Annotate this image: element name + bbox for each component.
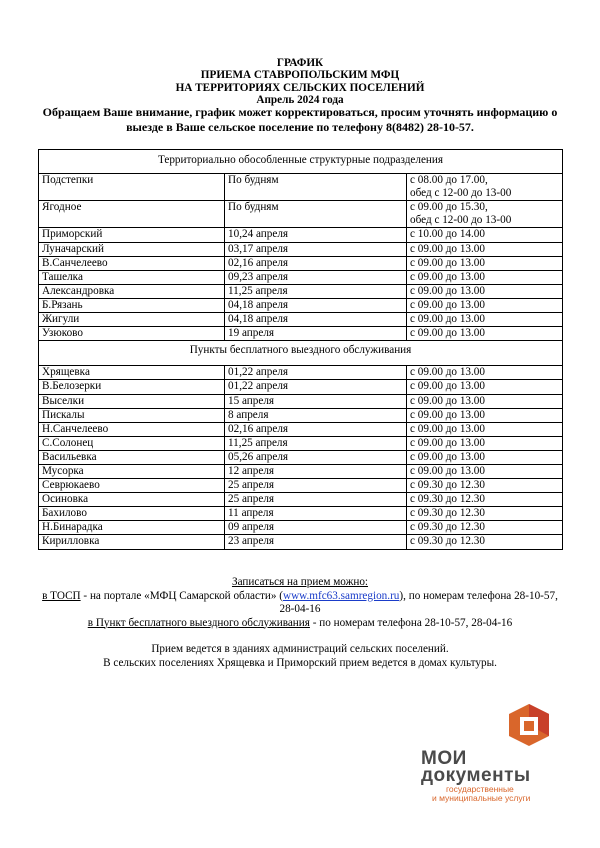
time-cell: с 10.00 до 14.00 bbox=[407, 228, 563, 242]
table-row bbox=[39, 450, 563, 464]
time-cell: с 09.00 до 13.00 bbox=[407, 327, 563, 341]
place-cell: В.Белозерки bbox=[39, 380, 225, 394]
time-cell bbox=[407, 174, 563, 201]
place-cell: Севрюкаево bbox=[39, 479, 225, 493]
tosp-phone-2: 28-04-16 bbox=[279, 603, 321, 615]
table-row bbox=[39, 298, 563, 312]
time-cell: с 09.30 до 12.30 bbox=[407, 535, 563, 549]
time-line: с 09.00 до 15.30, bbox=[410, 201, 488, 214]
date-cell: По будням bbox=[225, 174, 407, 201]
logo-subtitle-2: и муниципальные услуги bbox=[432, 793, 531, 803]
schedule-table bbox=[38, 149, 563, 550]
date-cell: 12 апреля bbox=[225, 464, 407, 478]
place-cell: Луначарский bbox=[39, 242, 225, 256]
date-cell: 04,18 апреля bbox=[225, 313, 407, 327]
date-cell: 02,16 апреля bbox=[225, 256, 407, 270]
logo-mark-icon bbox=[508, 703, 550, 747]
tosp-text-b: ), по номерам телефона 28-10-57, bbox=[399, 589, 558, 602]
place-cell: Пискалы bbox=[39, 408, 225, 422]
place-cell: В.Санчелеево bbox=[39, 256, 225, 270]
spacer bbox=[30, 630, 570, 643]
time-cell: с 09.00 до 13.00 bbox=[407, 422, 563, 436]
time-cell: с 09.30 до 12.30 bbox=[407, 507, 563, 521]
place-cell: Осиновка bbox=[39, 493, 225, 507]
table-row bbox=[39, 201, 563, 228]
date-cell: 23 апреля bbox=[225, 535, 407, 549]
notice-line-1: Обращаем Ваше внимание, график может корректироваться, просим уточнять информацию о bbox=[42, 105, 558, 119]
table-row bbox=[39, 284, 563, 298]
time-cell: с 09.00 до 13.00 bbox=[407, 242, 563, 256]
signup-title: Записаться на прием можно: bbox=[231, 576, 369, 588]
time-cell: с 09.00 до 13.00 bbox=[407, 298, 563, 312]
time-cell: с 09.00 до 13.00 bbox=[407, 436, 563, 450]
place-cell: Ташелка bbox=[39, 270, 225, 284]
portal-link[interactable]: www.mfc63.samregion.ru bbox=[282, 589, 400, 602]
section-title-points: Пункты бесплатного выездного обслуживания bbox=[39, 341, 563, 366]
date-cell: 11,25 апреля bbox=[225, 436, 407, 450]
tosp-text-a: - на портале «МФЦ Самарской области» ( bbox=[80, 589, 283, 602]
note-1: Прием ведется в зданиях администраций сельских поселений. bbox=[151, 643, 449, 655]
table-row bbox=[39, 174, 563, 201]
logo-word-2: документы bbox=[421, 765, 531, 786]
table-row bbox=[39, 394, 563, 408]
table-row bbox=[39, 366, 563, 380]
date-cell: По будням bbox=[225, 201, 407, 228]
time-cell: с 09.00 до 13.00 bbox=[407, 380, 563, 394]
date-cell: 11,25 апреля bbox=[225, 284, 407, 298]
table-row bbox=[39, 313, 563, 327]
date-cell: 05,26 апреля bbox=[225, 450, 407, 464]
time-cell: с 09.30 до 12.30 bbox=[407, 479, 563, 493]
place-cell: Выселки bbox=[39, 394, 225, 408]
point-text: - по номерам телефона 28-10-57, 28-04-16 bbox=[309, 616, 513, 629]
header-title: ГРАФИК bbox=[276, 57, 324, 69]
date-cell: 25 апреля bbox=[225, 493, 407, 507]
lunch-line: обед с 12-00 до 13-00 bbox=[410, 214, 512, 227]
table-row bbox=[39, 493, 563, 507]
date-cell: 15 апреля bbox=[225, 394, 407, 408]
section-title-tosp: Территориально обособленные структурные подразделения bbox=[39, 150, 563, 174]
time-cell: с 09.00 до 13.00 bbox=[407, 366, 563, 380]
table-row bbox=[39, 436, 563, 450]
document-header bbox=[30, 57, 570, 107]
logo-subtitle-1: государственные bbox=[446, 784, 514, 794]
table-row bbox=[39, 464, 563, 478]
table-row bbox=[39, 521, 563, 535]
place-cell: С.Солонец bbox=[39, 436, 225, 450]
place-cell: Хрящевка bbox=[39, 366, 225, 380]
place-cell: Жигули bbox=[39, 313, 225, 327]
place-cell: Б.Рязань bbox=[39, 298, 225, 312]
table-row bbox=[39, 327, 563, 341]
table-row bbox=[39, 479, 563, 493]
time-cell: с 09.30 до 12.30 bbox=[407, 493, 563, 507]
logo-word-1: МОИ bbox=[421, 748, 467, 769]
table-row bbox=[39, 380, 563, 394]
note-2: В сельских поселениях Хрящевка и Приморский прием ведется в домах культуры. bbox=[103, 656, 497, 669]
place-cell: Н.Санчелеево bbox=[39, 422, 225, 436]
table-row bbox=[39, 256, 563, 270]
place-cell: Ягодное bbox=[39, 201, 225, 228]
time-cell: с 09.30 до 12.30 bbox=[407, 521, 563, 535]
date-cell: 03,17 апреля bbox=[225, 242, 407, 256]
place-cell: Кирилловка bbox=[39, 535, 225, 549]
moi-dokumenty-logo bbox=[420, 703, 550, 813]
date-cell: 01,22 апреля bbox=[225, 366, 407, 380]
date-cell: 8 апреля bbox=[225, 408, 407, 422]
table-row bbox=[39, 422, 563, 436]
time-cell: с 09.00 до 13.00 bbox=[407, 256, 563, 270]
time-cell: с 09.00 до 13.00 bbox=[407, 284, 563, 298]
time-cell: с 09.00 до 13.00 bbox=[407, 464, 563, 478]
time-cell: с 09.00 до 13.00 bbox=[407, 313, 563, 327]
place-cell: Бахилово bbox=[39, 507, 225, 521]
footer-info bbox=[30, 576, 570, 670]
time-cell: с 09.00 до 13.00 bbox=[407, 394, 563, 408]
place-cell: Мусорка bbox=[39, 464, 225, 478]
place-cell: Васильевка bbox=[39, 450, 225, 464]
place-cell: Приморский bbox=[39, 228, 225, 242]
header-subtitle-1: ПРИЕМА СТАВРОПОЛЬСКИМ МФЦ bbox=[200, 69, 400, 82]
table-row bbox=[39, 242, 563, 256]
table-row bbox=[39, 507, 563, 521]
tosp-label: в ТОСП bbox=[42, 589, 81, 602]
place-cell: Н.Бинарадка bbox=[39, 521, 225, 535]
date-cell: 10,24 апреля bbox=[225, 228, 407, 242]
notice-line-2: выезде в Ваше сельское поселение по телефону 8(8482) 28-10-57. bbox=[126, 120, 474, 134]
table-row bbox=[39, 228, 563, 242]
date-cell: 19 апреля bbox=[225, 327, 407, 341]
header-subtitle-2: НА ТЕРРИТОРИЯХ СЕЛЬСКИХ ПОСЕЛЕНИЙ bbox=[175, 81, 425, 94]
place-cell: Узюково bbox=[39, 327, 225, 341]
time-line: с 08.00 до 17.00, bbox=[410, 174, 488, 187]
section-header-row bbox=[39, 341, 563, 366]
table-row bbox=[39, 535, 563, 549]
notice-text bbox=[30, 105, 570, 135]
date-cell: 25 апреля bbox=[225, 479, 407, 493]
date-cell: 02,16 апреля bbox=[225, 422, 407, 436]
place-cell: Подстепки bbox=[39, 174, 225, 201]
tosp-line bbox=[30, 590, 570, 604]
place-cell: Александровка bbox=[39, 284, 225, 298]
time-cell: с 09.00 до 13.00 bbox=[407, 270, 563, 284]
date-cell: 01,22 апреля bbox=[225, 380, 407, 394]
point-line bbox=[30, 617, 570, 631]
time-cell: с 09.00 до 13.00 bbox=[407, 450, 563, 464]
time-cell: с 09.00 до 13.00 bbox=[407, 408, 563, 422]
date-cell: 11 апреля bbox=[225, 507, 407, 521]
date-cell: 04,18 апреля bbox=[225, 298, 407, 312]
time-cell bbox=[407, 201, 563, 228]
header-period: Апрель 2024 года bbox=[256, 94, 344, 107]
date-cell: 09,23 апреля bbox=[225, 270, 407, 284]
table-row bbox=[39, 270, 563, 284]
point-label: в Пункт бесплатного выездного обслуживания bbox=[87, 616, 310, 629]
date-cell: 09 апреля bbox=[225, 521, 407, 535]
table-row bbox=[39, 408, 563, 422]
section-header-row bbox=[39, 150, 563, 174]
lunch-line: обед с 12-00 до 13-00 bbox=[410, 187, 512, 200]
